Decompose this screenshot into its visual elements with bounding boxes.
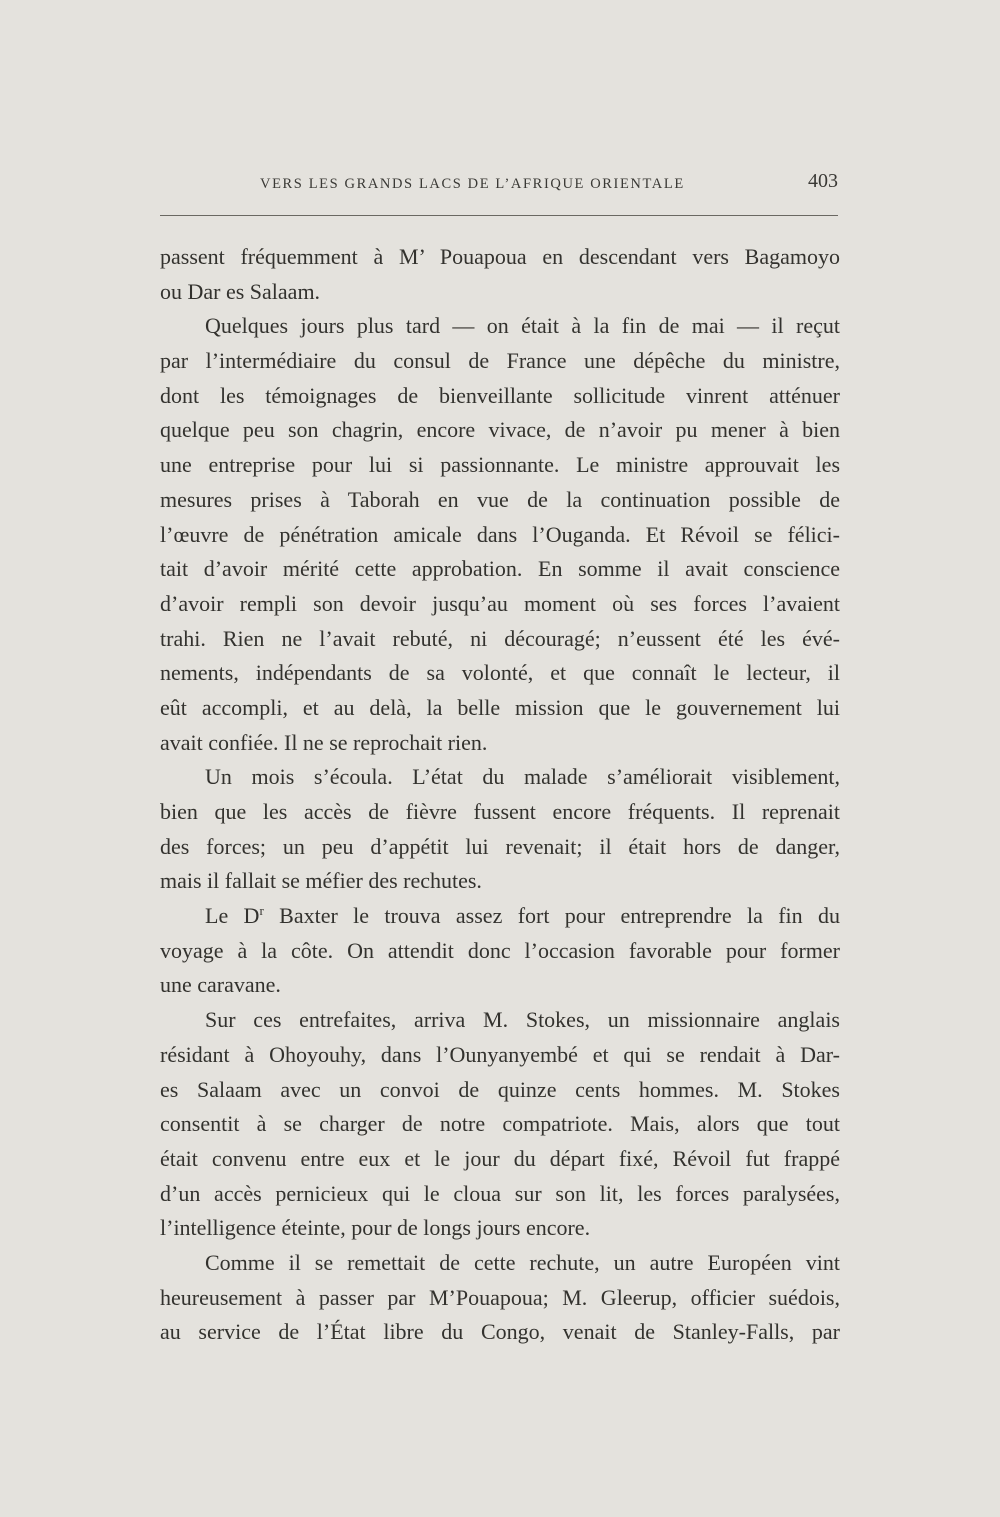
text-line: nements, indépendants de sa volonté, et que connaît le lecteur, il: [160, 660, 840, 686]
text-line: l’œuvre de pénétration amicale dans l’Ouganda. Et Révoil se félici-: [160, 521, 840, 547]
text-line: une entreprise pour lui si passionnante. Le ministre approuvait les: [160, 452, 840, 478]
text-line: heureusement à passer par M’Pouapoua; M. Gleerup, officier suédois,: [160, 1284, 840, 1310]
text-line: ou Dar es Salaam.: [160, 278, 321, 304]
text-line-rest: Baxter le trouva assez fort pour entreprendre la fin du: [263, 903, 840, 929]
text-line: une caravane.: [160, 972, 281, 998]
text-line: Sur ces entrefaites, arriva M. Stokes, un missionnaire anglais: [205, 1007, 840, 1033]
text-line: Comme il se remettait de cette rechute, un autre Européen vint: [205, 1249, 840, 1275]
text-line: résidant à Ohoyouhy, dans l’Ounyanyembé et qui se rendait à Dar-: [160, 1041, 840, 1067]
text-line: [160, 899, 840, 934]
text-line: mesures prises à Taborah en vue de la continuation possible de: [160, 486, 840, 512]
body-text: [160, 240, 840, 1350]
text-line: passent fréquemment à M’ Pouapoua en descendant vers Bagamoyo: [160, 244, 840, 269]
text-line-start: Le D: [205, 903, 260, 929]
text-line: l’intelligence éteinte, pour de longs jours encore.: [160, 1215, 591, 1241]
text-line: Quelques jours plus tard — on était à la fin de mai — il reçut: [205, 313, 840, 339]
text-line: d’un accès pernicieux qui le cloua sur son lit, les forces paralysées,: [160, 1180, 840, 1206]
text-line: eût accompli, et au delà, la belle mission que le gouvernement lui: [160, 694, 840, 720]
text-line: voyage à la côte. On attendit donc l’occasion favorable pour former: [160, 937, 840, 963]
text-line: Un mois s’écoula. L’état du malade s’améliorait visiblement,: [205, 764, 840, 790]
text-line: avait confiée. Il ne se reprochait rien.: [160, 729, 488, 755]
text-line: consentit à se charger de notre compatriote. Mais, alors que tout: [160, 1111, 840, 1137]
text-line: quelque peu son chagrin, encore vivace, de n’avoir pu mener à bien: [160, 417, 840, 443]
running-title: VERS LES GRANDS LACS DE L’AFRIQUE ORIENTALE: [260, 176, 685, 192]
text-line: était convenu entre eux et le jour du départ fixé, Révoil fut frappé: [160, 1145, 840, 1171]
page-number: 403: [808, 170, 838, 192]
text-line: dont les témoignages de bienveillante sollicitude vinrent atténuer: [160, 382, 840, 408]
text-line: tait d’avoir mérité cette approbation. En somme il avait conscience: [160, 556, 840, 582]
text-line: des forces; un peu d’appétit lui revenait; il était hors de danger,: [160, 833, 840, 859]
text-line: au service de l’État libre du Congo, venait de Stanley-Falls, par: [160, 1319, 840, 1345]
doctor-abbreviation-superscript: r: [259, 903, 264, 919]
text-line: d’avoir rempli son devoir jusqu’au moment où ses forces l’avaient: [160, 590, 840, 616]
text-line: par l’intermédiaire du consul de France une dépêche du ministre,: [160, 348, 840, 374]
text-line: bien que les accès de fièvre fussent encore fréquents. Il reprenait: [160, 799, 840, 824]
header-rule: [160, 215, 838, 216]
text-line: mais il fallait se méfier des rechutes.: [160, 868, 482, 894]
text-line: trahi. Rien ne l’avait rebuté, ni découragé; n’eussent été les évé-: [160, 625, 840, 651]
text-line: es Salaam avec un convoi de quinze cents hommes. M. Stokes: [160, 1076, 840, 1102]
page-header: [160, 170, 840, 200]
